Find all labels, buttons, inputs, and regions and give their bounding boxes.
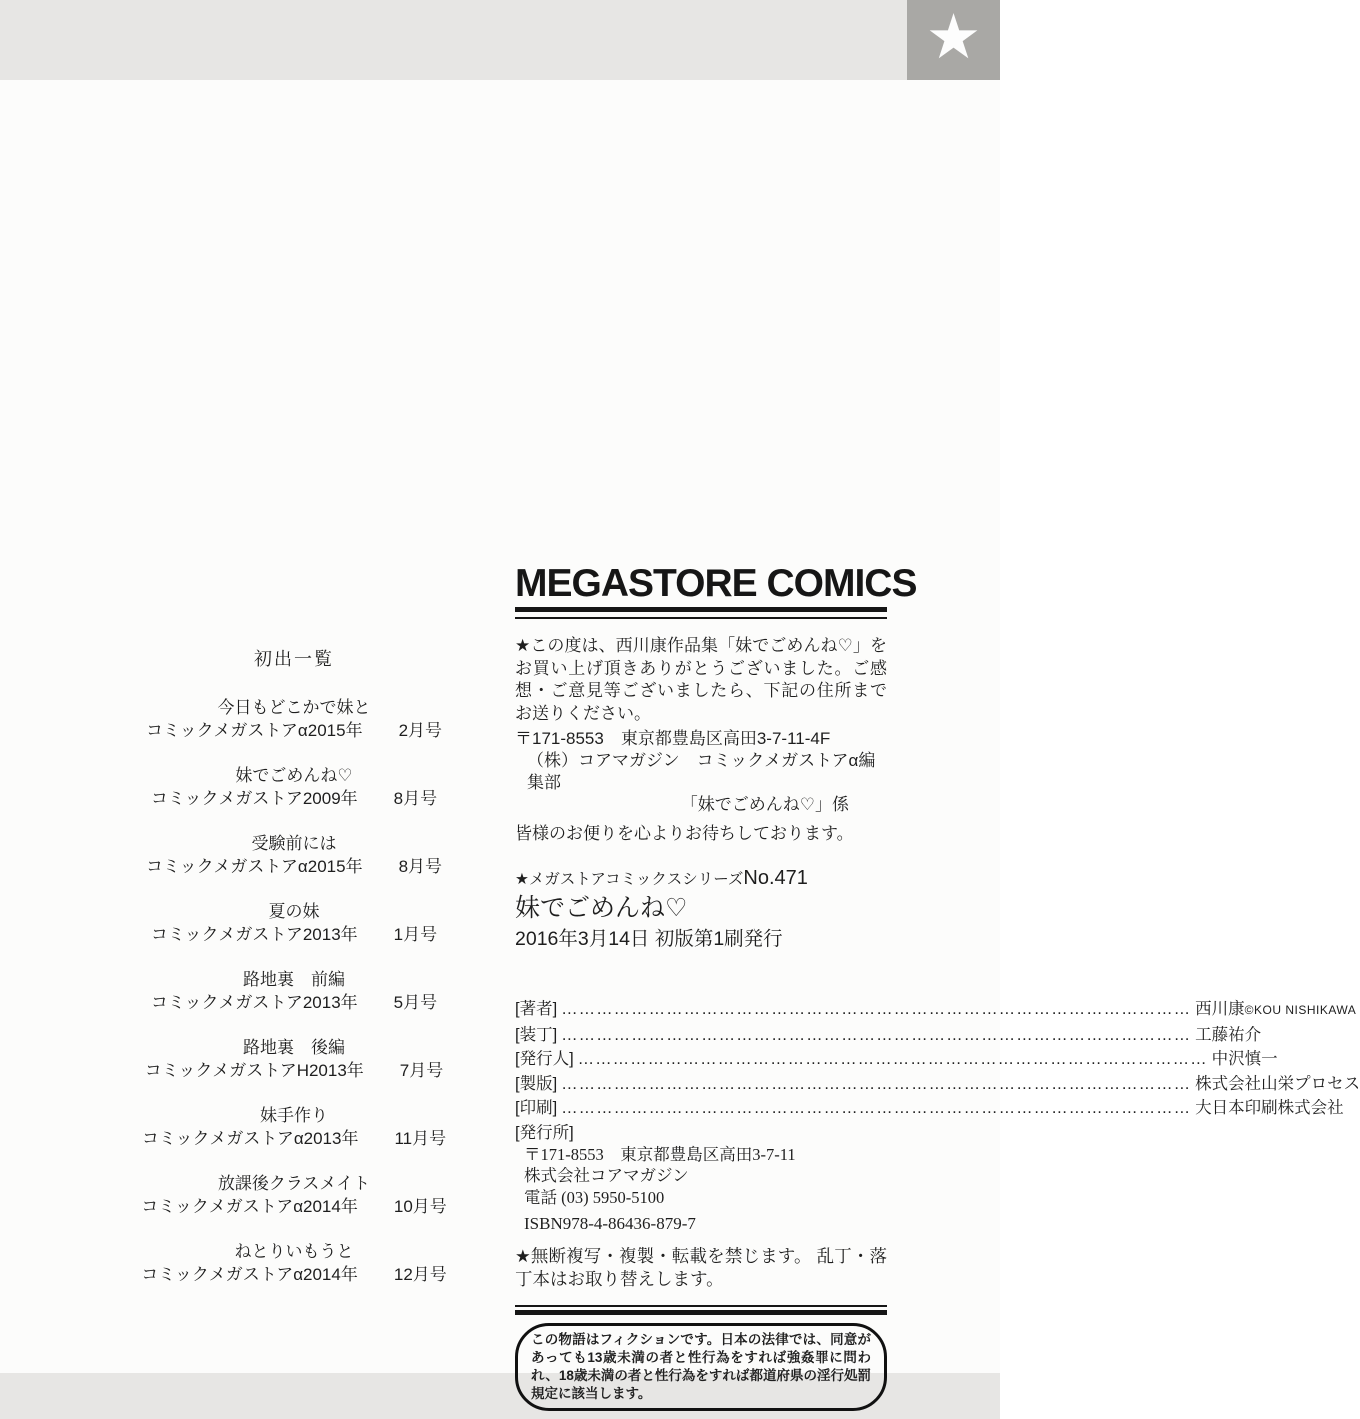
- credit-role: [装丁]: [515, 1025, 558, 1044]
- credit-name: 大日本印刷株式会社: [1195, 1099, 1344, 1117]
- publisher-company: 株式会社コアマガジン: [524, 1166, 689, 1185]
- source-magazine: コミックメガストアα2014年: [141, 1197, 358, 1216]
- credit-name: 工藤祐介: [1195, 1025, 1262, 1044]
- publication-entry: [128, 696, 460, 742]
- chapter-title: 妹手作り: [260, 1106, 328, 1125]
- chapter-source: [128, 1263, 460, 1286]
- source-issue: 10月号: [393, 1197, 447, 1216]
- publication-entry: [128, 832, 460, 878]
- credit-role: [発行人]: [515, 1050, 574, 1068]
- chapter-source: [128, 787, 460, 810]
- credit-row: [515, 997, 1357, 1023]
- series-label: ★メガストアコミックスシリーズ: [515, 871, 744, 888]
- leader-dots: ………………………………………………………………………………………………: [577, 1050, 1208, 1068]
- source-issue: 2月号: [398, 721, 443, 740]
- megastore-comics-logo: MEGASTORE COMICS: [515, 562, 917, 605]
- publisher-phone: 電話 (03) 5950-5100: [524, 1188, 665, 1207]
- chapter-source: [128, 1127, 460, 1150]
- credit-row: [515, 1096, 1344, 1121]
- chapter-source: [128, 719, 460, 742]
- series-number: No.471: [743, 867, 808, 889]
- source-issue: 7月号: [399, 1061, 444, 1080]
- logo-rule-thin: [515, 617, 887, 619]
- source-magazine: コミックメガストア2013年: [150, 993, 358, 1012]
- book-title: 妹でごめんね♡: [515, 894, 688, 922]
- credit-role: [製版]: [515, 1074, 558, 1093]
- credit-row: [515, 1023, 1262, 1048]
- chapter-title: 夏の妹: [268, 902, 320, 921]
- address-line-postal: 〒171-8553 東京都豊島区高田3-7-11-4F: [515, 729, 831, 748]
- publication-entry: [128, 764, 460, 810]
- chapter-source: [128, 1195, 460, 1218]
- series-line: [515, 867, 887, 891]
- chapter-source: [128, 855, 460, 878]
- address-line-attention: 「妹でごめんね♡」係: [680, 795, 849, 814]
- publisher-block: [515, 1123, 887, 1209]
- chapter-title: 路地裏 後編: [243, 1038, 345, 1057]
- credit-name: 中沢慎一: [1211, 1050, 1278, 1068]
- chapter-title: 受験前には: [251, 834, 337, 853]
- leader-dots: ………………………………………………………………………………………………: [561, 1099, 1192, 1117]
- publisher-postal: 〒171-8553 東京都豊島区高田3-7-11: [524, 1145, 796, 1164]
- credit-name: 西川康: [1195, 1000, 1245, 1018]
- publication-entry: [128, 1104, 460, 1150]
- chapter-title: 放課後クラスメイト: [217, 1174, 371, 1193]
- source-issue: 8月号: [393, 789, 438, 808]
- publication-entry: [128, 1240, 460, 1286]
- chapter-title: 今日もどこかで妹と: [217, 698, 371, 717]
- chapter-title: 妹でごめんね♡: [235, 766, 353, 785]
- leader-dots: ………………………………………………………………………………………………: [561, 1025, 1192, 1044]
- credit-row: [515, 1047, 1278, 1072]
- address-line-company: （株）コアマガジン コミックメガストアα編集部: [527, 751, 876, 792]
- fiction-disclaimer-box: この物語はフィクションです。日本の法律では、同意があっても13歳未満の者と性行為をすれば強姦罪に問われ、18歳未満の者と性行為をすれば都道府県の淫行処罰規定に該当します。: [515, 1323, 887, 1411]
- source-issue: 5月号: [393, 993, 438, 1012]
- source-magazine: コミックメガストア2013年: [150, 925, 358, 944]
- source-issue: 11月号: [394, 1129, 447, 1148]
- source-issue: 8月号: [398, 857, 443, 876]
- logo-rule-thick: [515, 607, 887, 612]
- star-icon: ★: [925, 3, 982, 72]
- first-publication-list: [128, 648, 460, 1308]
- chapter-source: [128, 923, 460, 946]
- thanks-paragraph: ★この度は、西川康作品集「妹でごめんね♡」をお買い上げ頂きありがとうございました。ご感想・ご意見等ございましたら、下記の住所までお送りください。: [515, 636, 887, 723]
- leader-dots: ………………………………………………………………………………………………: [561, 1074, 1192, 1093]
- chapter-title: ねとりいもうと: [234, 1242, 354, 1261]
- series-block: [515, 867, 887, 951]
- publisher-lines: [515, 1144, 887, 1209]
- source-magazine: コミックメガストアH2013年: [144, 1061, 364, 1080]
- page-corner-tab: [907, 0, 1000, 80]
- chapter-source: [128, 991, 460, 1014]
- source-magazine: コミックメガストアα2015年: [145, 721, 363, 740]
- isbn: ISBN978-4-86436-879-7: [524, 1213, 696, 1233]
- publisher-label: [発行所]: [515, 1123, 574, 1142]
- publication-entry: [128, 968, 460, 1014]
- source-magazine: コミックメガストアα2014年: [141, 1265, 358, 1284]
- print-date: 2016年3月14日 初版第1刷発行: [515, 928, 783, 950]
- source-magazine: コミックメガストア2009年: [150, 789, 358, 808]
- publication-entry: [128, 900, 460, 946]
- first-publication-heading: 初出一覧: [254, 649, 334, 669]
- chapter-source: [128, 1059, 460, 1082]
- publication-entry: [128, 1036, 460, 1082]
- copyright-note: ★無断複写・複製・転載を禁じます。 乱丁・落丁本はお取り替えします。: [515, 1245, 887, 1289]
- credit-name-en: ©KOU NISHIKAWA: [1244, 1003, 1357, 1017]
- credits-list: [515, 997, 1360, 1121]
- source-magazine: コミックメガストアα2015年: [145, 857, 363, 876]
- publication-entry: [128, 1172, 460, 1218]
- credit-row: [515, 1072, 1360, 1097]
- editorial-address: [515, 728, 887, 816]
- leader-dots: ………………………………………………………………………………………………: [561, 1000, 1192, 1018]
- top-gray-strip: [0, 0, 1000, 80]
- credit-role: [印刷]: [515, 1099, 558, 1117]
- footer-rule-thin: [515, 1305, 887, 1307]
- footer-rule-thick: [515, 1310, 887, 1315]
- address-note: 皆様のお便りを心よりお待ちしております。: [515, 824, 854, 843]
- credit-name: 株式会社山栄プロセス: [1195, 1074, 1360, 1093]
- source-issue: 1月号: [393, 925, 438, 944]
- credit-role: [著者]: [515, 1000, 558, 1018]
- chapter-title: 路地裏 前編: [243, 970, 345, 989]
- colophon-column: [515, 562, 1360, 1411]
- source-magazine: コミックメガストアα2013年: [141, 1129, 359, 1148]
- source-issue: 12月号: [393, 1265, 447, 1284]
